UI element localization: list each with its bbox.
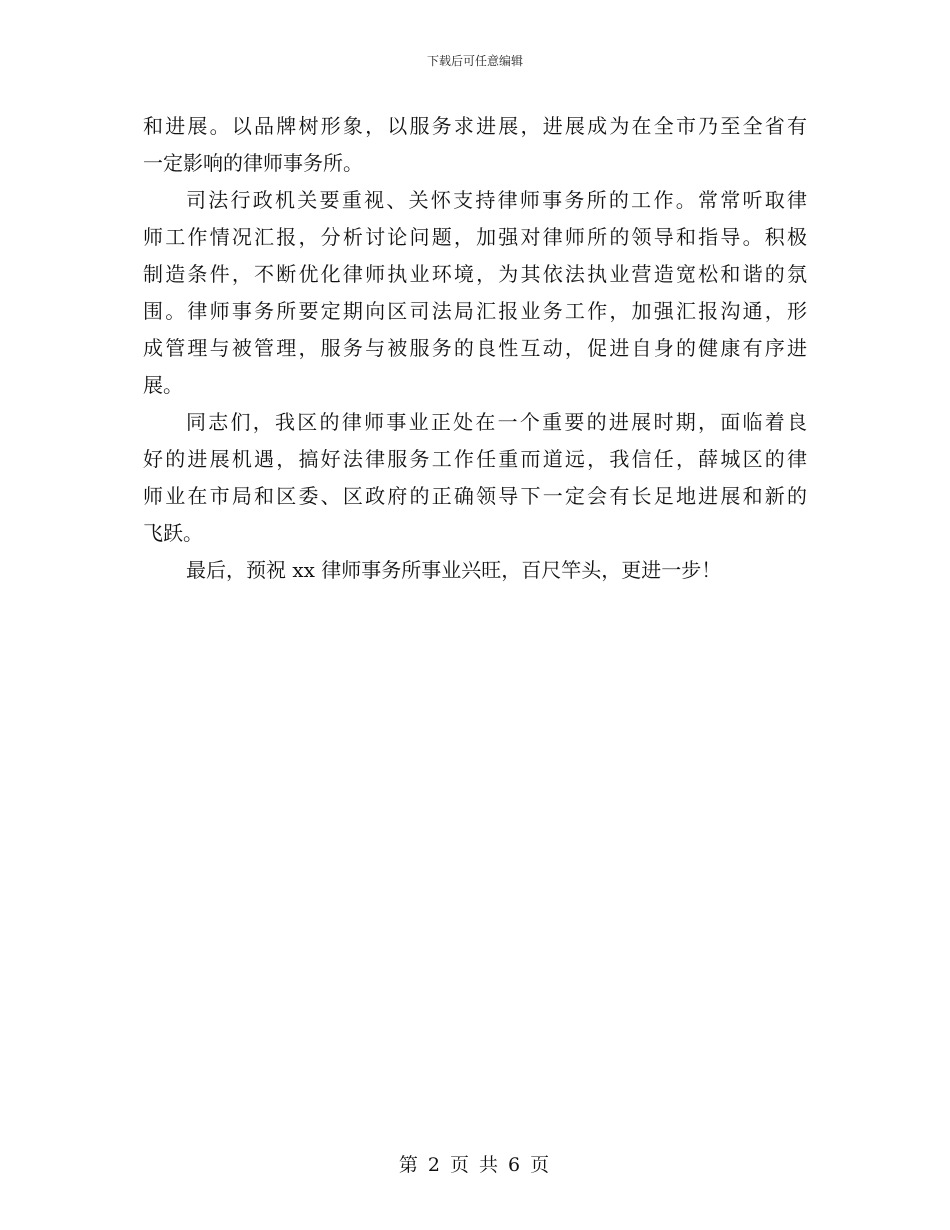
- text-line: 展。: [143, 373, 183, 397]
- paragraph-3: [143, 404, 807, 552]
- paragraph-4: [143, 552, 807, 589]
- paragraph-2: [143, 182, 807, 404]
- text-line: 围。律师事务所要定期向区司法局汇报业务工作，加强汇报沟通，形: [143, 299, 807, 323]
- text-line: 师工作情况汇报，分析讨论问题，加强对律师所的领导和指导。积极: [143, 225, 807, 249]
- paragraph-1: [143, 108, 807, 182]
- text-line: 一定影响的律师事务所。: [143, 151, 363, 175]
- text-line: 最后，预祝 xx 律师事务所事业兴旺，百尺竿头，更进一步！: [186, 558, 722, 582]
- text-line: 好的进展机遇，搞好法律服务工作任重而道远，我信任，薛城区的律: [143, 447, 807, 471]
- text-line: 和进展。以品牌树形象，以服务求进展，进展成为在全市乃至全省有: [143, 114, 807, 138]
- page-number: 第 2 页 共 6 页: [398, 1154, 552, 1176]
- header-note: 下载后可任意编辑: [426, 54, 523, 68]
- text-line: 同志们，我区的律师事业正处在一个重要的进展时期，面临着良: [186, 410, 807, 434]
- text-line: 师业在市局和区委、区政府的正确领导下一定会有长足地进展和新的: [143, 484, 807, 508]
- text-line: 制造条件，不断优化律师执业环境，为其依法执业营造宽松和谐的氛: [143, 262, 807, 286]
- document-body: [143, 108, 807, 589]
- text-line: 司法行政机关要重视、关怀支持律师事务所的工作。常常听取律: [186, 188, 807, 212]
- text-line: 飞跃。: [143, 521, 203, 545]
- text-line: 成管理与被管理，服务与被服务的良性互动，促进自身的健康有序进: [143, 336, 807, 360]
